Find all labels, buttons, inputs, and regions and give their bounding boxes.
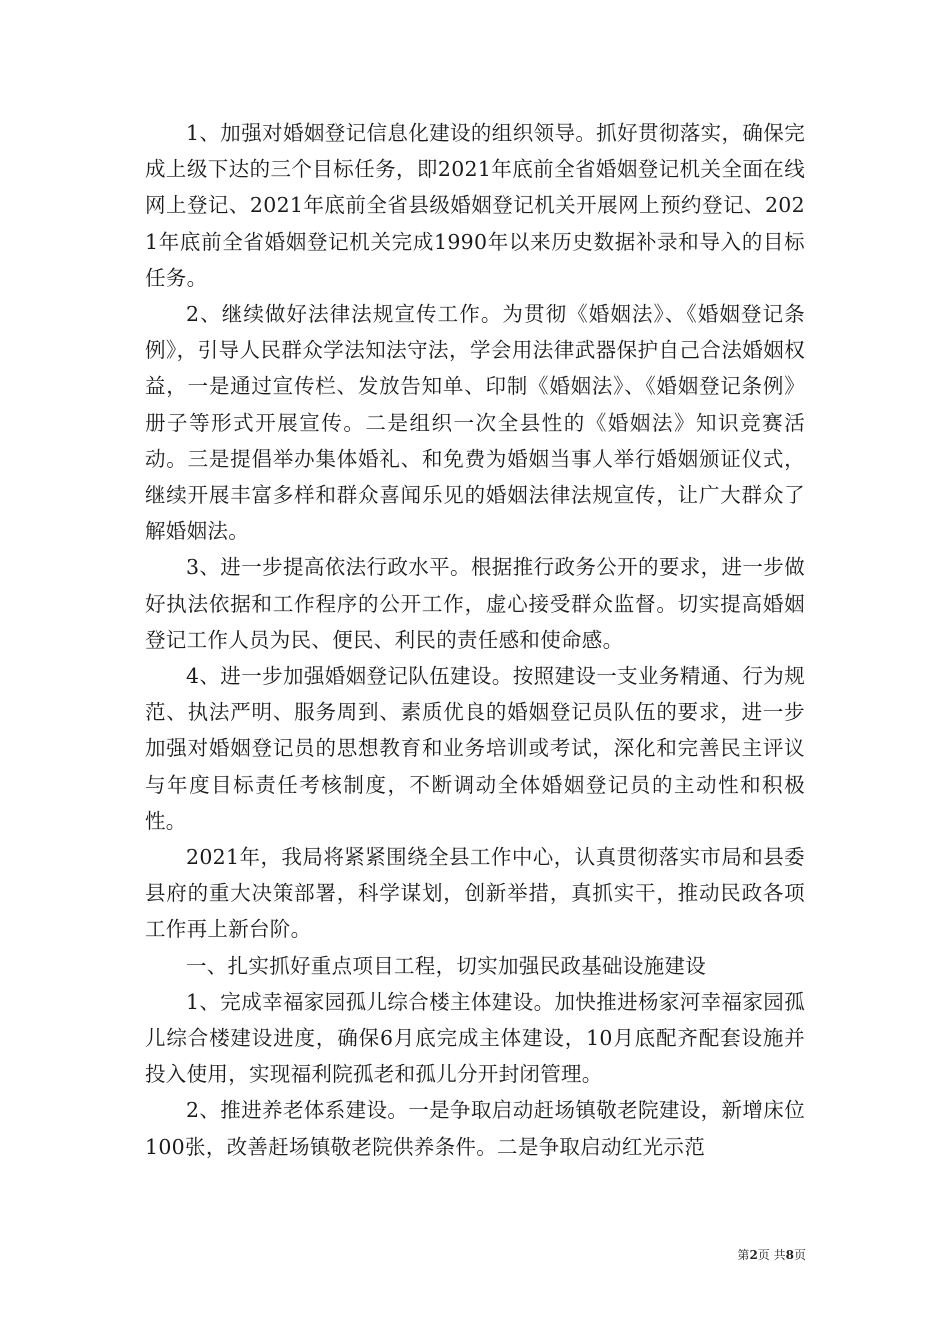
paragraph-4: 4、进一步加强婚姻登记队伍建设。按照建设一支业务精通、行为规范、执法严明、服务周到、素质优良的婚姻登记员队伍的要求，进一步加强对婚姻登记员的思想教育和业务培训或考试，深化和完善民主评议与年度目标责任考核制度，不断调动全体婚姻登记员的主动性和积极性。 [145, 664, 805, 833]
footer-prefix: 第 [737, 1248, 750, 1262]
section-heading: 一、扎实抓好重点项目工程，切实加强民政基础设施建设 [186, 953, 706, 978]
paragraph-7: 1、完成幸福家园孤儿综合楼主体建设。加快推进杨家河幸福家园孤儿综合楼建设进度，确保6月底完成主体建设，10月底配齐配套设施并投入使用，实现福利院孤老和孤儿分开封闭管理。 [145, 989, 805, 1087]
page-footer [737, 1248, 806, 1262]
paragraph-1: 1、加强对婚姻登记信息化建设的组织领导。抓好贯彻落实，确保完成上级下达的三个目标任务，即2021年底前全省婚姻登记机关全面在线网上登记、2021年底前全省县级婚姻登记机关开展网上预约登记、2021年底前全省婚姻登记机关完成1990年以来历史数据补录和导入的目标任务。 [145, 121, 805, 290]
paragraph-5: 2021年，我局将紧紧围绕全县工作中心，认真贯彻落实市局和县委县府的重大决策部署，科学谋划，创新举措，真抓实干，推动民政各项工作再上新台阶。 [145, 845, 805, 942]
footer-middle: 页 共 [757, 1248, 786, 1262]
paragraph-8: 2、推进养老体系建设。一是争取启动赶场镇敬老院建设，新增床位100张，改善赶场镇敬老院供养条件。二是争取启动红光示范 [145, 1098, 805, 1159]
body-text [145, 115, 805, 1165]
footer-suffix: 页 [793, 1248, 806, 1262]
paragraph-2: 2、继续做好法律法规宣传工作。为贯彻《婚姻法》、《婚姻登记条例》，引导人民群众学法知法守法，学会用法律武器保护自己合法婚姻权益，一是通过宣传栏、发放告知单、印制《婚姻法》、《婚姻登记条例》册子等形式开展宣传。二是组织一次全县性的《婚姻法》知识竞赛活动。三是提倡举办集体婚礼、和免费为婚姻当事人举行婚姻颁证仪式，继续开展丰富多样和群众喜闻乐见的婚姻法律法规宣传，让广大群众了解婚姻法。 [145, 302, 805, 544]
total-pages-number: 8 [785, 1248, 794, 1262]
current-page-number: 2 [749, 1248, 758, 1262]
paragraph-3: 3、进一步提高依法行政水平。根据推行政务公开的要求，进一步做好执法依据和工作程序的公开工作，虚心接受群众监督。切实提高婚姻登记工作人员为民、便民、利民的责任感和使命感。 [145, 555, 805, 652]
